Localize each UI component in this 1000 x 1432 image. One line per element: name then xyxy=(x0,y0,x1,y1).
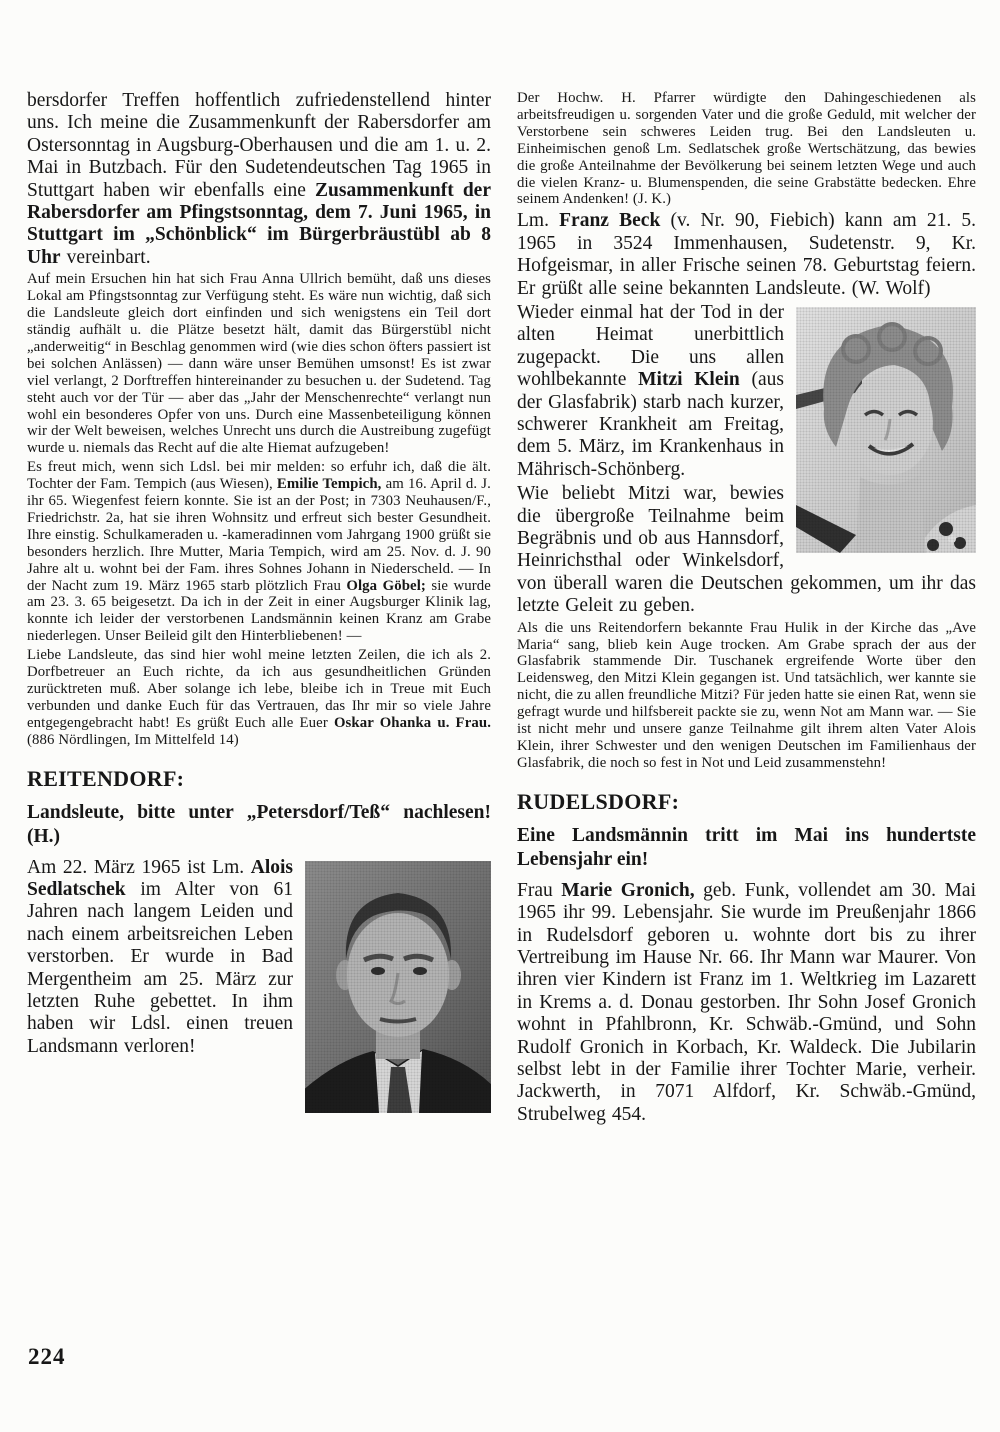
text-run: Am 22. März 1965 ist Lm. xyxy=(27,856,251,878)
paragraph-beck-birthday xyxy=(517,210,976,300)
paragraph-gronich-jubilee xyxy=(517,880,976,1126)
text-run: (aus der Glasfabrik) starb nach kurzer, schwerer Krankheit am Freitag, dem 5. März, im Krankenhaus in Mährisch-Schönberg. xyxy=(517,369,784,480)
meeting-bold-text: Zusammenkunft der Rabersdorfer am Pfingstsonntag, dem 7. Juni 1965, in Stuttgart im „Schönblick“ im Bürgerbräustübl ab 8 Uhr xyxy=(27,179,491,268)
text-run: Lm. xyxy=(517,210,560,232)
obituary-sedlatschek-block xyxy=(27,857,491,1121)
text-run: im Alter von 61 Jahren nach langem Leiden und nach einem arbeitsreichen Leben verstorben. Er wurde in Bad Mergentheim am 25. März zur letzten Ruhe gebettet. In ihm haben wir Ldsl. einen treuen Landsmann verloren! xyxy=(27,879,293,1057)
reitendorf-cross-reference: Landsleute, bitte unter „Petersdorf/Teß“ nachlesen! (H.) xyxy=(27,801,491,848)
text-run: am 16. April d. J. ihr 65. Wiegenfest feiern konnte. Sie ist an der Post; in 7303 Neuhausen/F., Friedrichstr. 2a, hat sie ihren Wohnsitz und erfreut sich bester Gesundheit. Ihre einstig. Schulkameraden u. -kameradinnen vom Jahrgang 1900 grüßt sie besonders herzlich. Ihre Mutter, Maria Tempich, wird am 25. Nov. d. J. 90 Jahre alt u. wohnt bei der Fam. ihres Sohnes Johann in Niederscheld. — In der Nacht zum 19. März 1965 starb plötzlich Frau xyxy=(27,476,491,594)
paragraph-birthday-obituary-notes xyxy=(27,459,491,645)
name-oskar-ohanka: Oskar Ohanka u. Frau. xyxy=(333,714,491,731)
name-franz-beck: Franz Beck xyxy=(559,210,661,232)
paragraph-venue-details: Auf mein Ersuchen hin hat sich Frau Anna Ullrich bemüht, daß uns dieses Lokal am Pfingstsonntag zur Verfügung steht. Es wäre nun wichtig, daß sich die Landsleute gleich dort einfinden und sich wenigstens ein Teil dort ständig aufhält u. die Plätze besetzt hält, damit das Bürgerstübl nicht „anderweitig“ in Beschlag genommen wird (wie dies schon öfters passiert ist bei solchen Anlässen) — dann wäre unser Bemühen umsonst! Es ist zwar viel verlangt, 2 Dorftreffen hintereinander zu besuchen u. der Sudetend. Tag steht auch vor der Tür — aber das „Jahr der Menschenrechte“ verlangt nun wohl ein besonderes Opfer von uns. Durch eine Massenbeteiligung können wir der Welt beweisen, welches Unrecht uns durch die Austreibung zugefügt wurde u. niemals das Recht auf die alte Hiemat aufzugeben! xyxy=(27,271,491,457)
left-column xyxy=(27,90,491,1121)
paragraph-funeral-tribute: Der Hochw. H. Pfarrer würdigte den Dahingeschiedenen als arbeitsfreudigen u. sorgenden Vater und die große Geduld, mit welcher der Verstorbene sein schweres Leiden trug. Bei den Landsleuten u. Einheimischen genoß Lm. Sedlatschek große Wertschätzung, das bewies die große Anteilnahme der Bevölkerung bei seinem letzten Wege und auch die vielen Kranz- u. Blumenspenden, die seine Grabstätte bedecken. Ehre seinem Andenken! (J. K.) xyxy=(517,90,976,208)
halftone-portrait-woman xyxy=(796,307,976,553)
page-number: 224 xyxy=(28,1344,66,1369)
text-run: (886 Nördlingen, Im Mittelfeld 14) xyxy=(27,731,239,748)
photo-alois-sedlatschek xyxy=(305,861,491,1113)
text-run: Wieder einmal hat der Tod in der alten Heimat unerbittlich zugepackt. Die uns allen wohlbekannte xyxy=(517,301,784,391)
text-run: bersdorfer Treffen hoffentlich zufriedenstellend hinter uns. Ich meine die Zusammenkunft der Rabersdorfer am Ostersonntag in Augsburg-Oberhausen und die am 1. u. 2. Mai in Butzbach. Für den Sudetendeutschen Tag 1965 in Stuttgart haben wir ebenfalls eine xyxy=(27,90,491,201)
section-heading-rudelsdorf: RUDELSDORF: xyxy=(517,788,680,814)
text-run: Es freut mich, wenn sich Ldsl. bei mir melden: so erfuhr ich, daß die ält. Tochter der Fam. Tempich (aus Wiesen), xyxy=(27,459,491,493)
text-run: (v. Nr. 90, Fiebich) kann am 21. 5. 1965 in 3524 Immenhausen, Sudetenstr. 9, Kr. Hofgeismar, in aller Frische seinen 78. Geburtstag feiern. Er grüßt alle seine bekannten Landsleute. (W. Wolf) xyxy=(517,210,976,299)
name-marie-gronich: Marie Gronich, xyxy=(561,879,695,901)
name-emilie-tempich: Emilie Tempich, xyxy=(276,476,382,493)
text-run: Liebe Landsleute, das sind hier wohl meine letzten Zeilen, die ich als 2. Dorfbetreuer an Euch richte, da ich aus gesundheitlichen Gründen zurücktreten muß. Aber solange ich lebe, bleibe ich in Treue mit Euch verbunden und danke Euch für das Vertrauen, das Ihr mir so viele Jahre entgegengebracht habt! Es grüßt Euch alle Euer xyxy=(27,647,491,731)
name-olga-goebel: Olga Göbel; xyxy=(346,577,426,594)
section-heading-reitendorf: REITENDORF: xyxy=(27,765,185,791)
text-run: Frau xyxy=(517,879,562,901)
right-column xyxy=(517,90,976,1128)
text-run: geb. Funk, vollendet am 30. Mai 1965 ihr 99. Lebensjahr. Sie wurde im Preußenjahr 1866 in Rudelsdorf geboren u. wohnte dort bis zu ihrer Vertreibung im Hause Nr. 66. Ihr Mann war Maurer. Von ihren vier Kindern ist Franz im 1. Weltkrieg im Lazarett in Krems a. d. Donau gestorben. Ihr Sohn Josef Gronich wohnt in Pfahlbronn, Kr. Schwäb.-Gmünd, und Sohn Rudolf Gronich in Korbach, Kr. Waldeck. Die Jubilarin selbst lebt in der Familie ihrer Tochter Marie, verheir. Jackwerth, in 7071 Alfdorf, Kr. Schwäb.-Gmünd, Strubelweg 454. xyxy=(517,879,976,1125)
halftone-portrait-man xyxy=(305,861,491,1113)
text-run: sie wurde am 23. 3. 65 beigesetzt. Da ich in der Zeit in einer Augsburger Klinik lag, konnte ich leider der verstorbenen Landsmännin keinen Kranz am Grabe niederlegen. Unser Beileid gilt den Hinterbliebenen! — xyxy=(27,577,491,645)
paragraph-obituary-mitzi-2: Wie beliebt Mitzi war, bewies die übergroße Teilnahme beim Begräbnis und ob aus Hannsdorf, Heinrichsthal oder Winkelsdorf, von überall waren die Deutschen gekommen, um ihr das letzte Geleit zu geben. xyxy=(517,483,976,617)
paragraph-mitzi-funeral-account: Als die uns Reitendorfern bekannte Frau Hulik in der Kirche das „Ave Maria“ sang, blieb kein Auge trocken. Am Grabe sprach der aus der Glasfabrik stammende Dir. Tuschanek ergreifende Worte über den Leidensweg, den Mitzi Klein gegangen ist. Und tatsächlich, wer kannte sie nicht, die zu allen freundliche Mitzi? Für jeden hatte sie einen Rat, wenn sie gefragt wurde und hilfsbereit packte sie zu, wenn Not am Mann war. — Sie ist nicht mehr und unsere ganze Teilnahme gilt ihrem alten Vater Alois Klein, ihrer Schwester und den wenigen Deutschen im Familienhaus der Glasfabrik, die noch so fest in Not und Leid zusammenstehn! xyxy=(517,619,976,771)
name-mitzi-klein: Mitzi Klein xyxy=(638,369,740,391)
rudelsdorf-subheadline: Eine Landsmännin tritt im Mai ins hundertste Lebensjahr ein! xyxy=(517,824,976,871)
paragraph-meeting-announcement xyxy=(27,90,491,269)
photo-mitzi-klein xyxy=(796,307,976,553)
name-alois-sedlatschek: Alois Sedlatschek xyxy=(27,856,293,901)
text-run: vereinbart. xyxy=(60,246,151,268)
obituary-mitzi-klein-block xyxy=(517,302,976,620)
paragraph-farewell-note xyxy=(27,647,491,748)
